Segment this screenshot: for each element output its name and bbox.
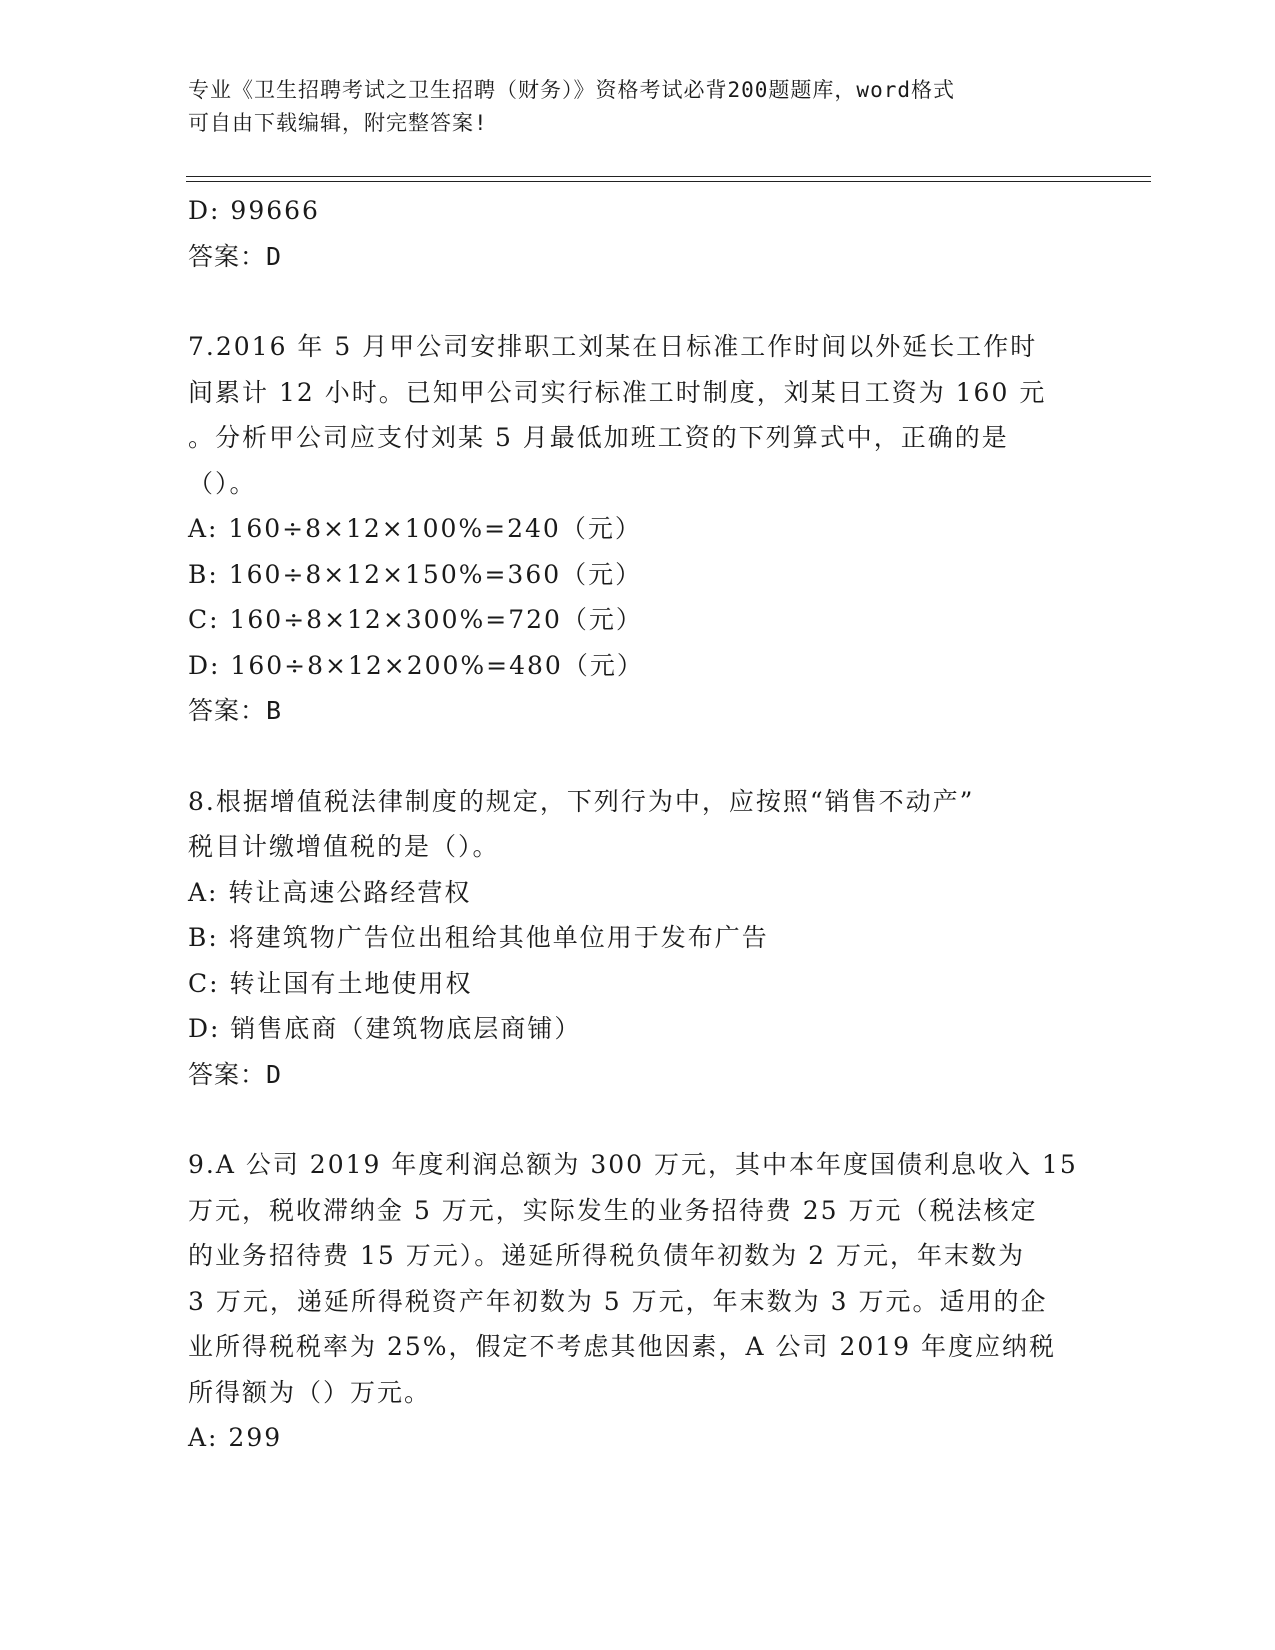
question-text-line: 的业务招待费 15 万元）。递延所得税负债年初数为 2 万元，年末数为 [188,1241,1026,1270]
question-text-line: 万元，税收滞纳金 5 万元，实际发生的业务招待费 25 万元（税法核定 [188,1195,1038,1225]
option-b: B: 将建筑物广告位出租给其他单位用于发布广告 [188,923,769,952]
option-d: D: 99666 [188,196,320,225]
question-block-7 [188,324,1088,734]
option-c: C: 160÷8×12×300%=720（元） [188,605,643,634]
question-text-line: 3 万元，递延所得税资产年初数为 5 万元，年末数为 3 万元。适用的企 [188,1286,1048,1316]
option-a: A: 160÷8×12×100%=240（元） [188,514,642,543]
question-text-line: 税目计缴增值税的是（）。 [188,832,500,861]
option-b: B: 160÷8×12×150%=360（元） [188,559,643,589]
option-c: C: 转让国有土地使用权 [188,968,473,998]
question-text-line: 业所得税税率为 25%，假定不考虑其他因素，A 公司 2019 年度应纳税 [188,1332,1057,1361]
question-text-line: （）。 [188,468,257,498]
question-block-9 [188,1142,1088,1461]
header-line-1: 专业《卫生招聘考试之卫生招聘（财务）》资格考试必背200题题库，word格式 [188,78,955,102]
question-text-line: 所得额为（）万元。 [188,1377,432,1407]
option-a: A: 299 [188,1423,283,1452]
option-d: D: 销售底商（建筑物底层商铺） [188,1014,582,1043]
question-block-6-tail [188,188,1088,279]
document-header [188,74,1088,140]
question-text-line: 。分析甲公司应支付刘某 5 月最低加班工资的下列算式中，正确的是 [188,423,1009,452]
answer-line: 答案：B [188,696,283,725]
question-text-line: 8.根据增值税法律制度的规定，下列行为中，应按照“销售不动产” [188,786,975,816]
answer-line: 答案：D [188,241,283,271]
header-divider-bottom [186,181,1151,182]
option-d: D: 160÷8×12×200%=480（元） [188,650,644,680]
option-a: A: 转让高速公路经营权 [188,877,472,907]
question-text-line: 9.A 公司 2019 年度利润总额为 300 万元，其中本年度国债利息收入 15 [188,1150,1078,1179]
header-line-2: 可自由下载编辑，附完整答案! [188,111,488,135]
question-block-8 [188,779,1088,1098]
question-text-line: 7.2016 年 5 月甲公司安排职工刘某在日标准工作时间以外延长工作时 [188,332,1038,361]
question-text-line: 间累计 12 小时。已知甲公司实行标准工时制度，刘某日工资为 160 元 [188,377,1047,407]
answer-line: 答案：D [188,1059,283,1089]
header-divider-top [186,176,1151,177]
document-body [188,188,1088,1461]
